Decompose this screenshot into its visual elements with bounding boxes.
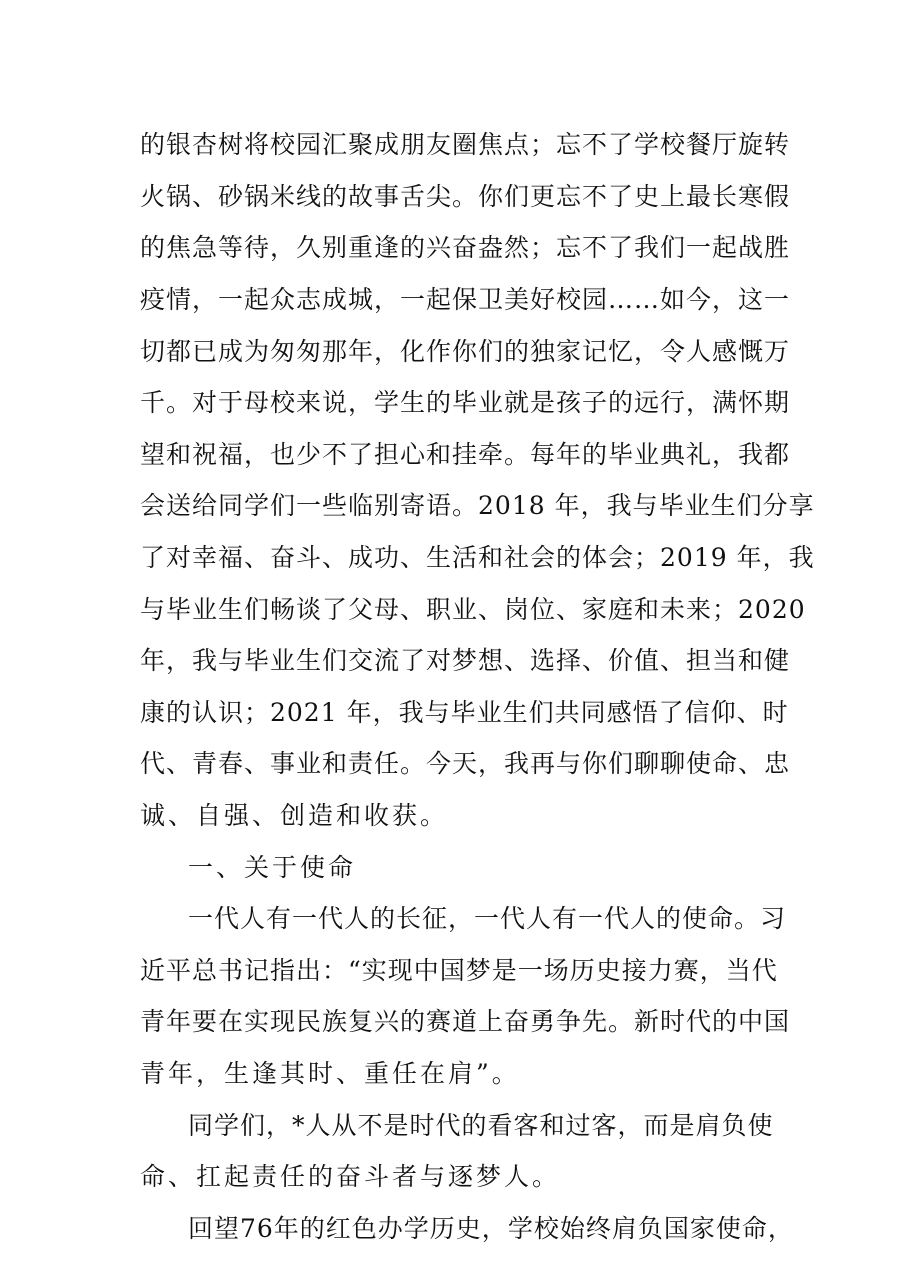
section-heading: 一、关于使命 bbox=[188, 853, 357, 882]
paragraph-line: 代、青春、事业和责任。今天，我再与你们聊聊使命、忠 bbox=[140, 749, 791, 778]
paragraph-line: 了对幸福、奋斗、成功、生活和社会的体会；2019 年，我 bbox=[140, 543, 815, 572]
paragraph-line: 同学们，*人从不是时代的看客和过客，而是肩负使 bbox=[188, 1111, 774, 1140]
paragraph-line: 会送给同学们一些临别寄语。2018 年，我与毕业生们分享 bbox=[140, 491, 815, 520]
paragraph-line: 年，我与毕业生们交流了对梦想、选择、价值、担当和健 bbox=[140, 646, 791, 675]
paragraph-line: 切都已成为匆匆那年，化作你们的独家记忆，令人感慨万 bbox=[140, 337, 791, 366]
paragraph-line: 与毕业生们畅谈了父母、职业、岗位、家庭和未来；2020 bbox=[140, 595, 806, 624]
paragraph-line: 火锅、砂锅米线的故事舌尖。你们更忘不了史上最长寒假 bbox=[140, 182, 791, 211]
paragraph-line: 一代人有一代人的长征，一代人有一代人的使命。习 bbox=[188, 904, 787, 933]
paragraph-line: 命、扛起责任的奋斗者与逐梦人。 bbox=[140, 1162, 561, 1191]
paragraph-line: 回望76年的红色办学历史，学校始终肩负国家使命， bbox=[188, 1214, 794, 1243]
paragraph-line: 近平总书记指出：“实现中国梦是一场历史接力赛，当代 bbox=[140, 956, 778, 985]
paragraph-line: 千。对于母校来说，学生的毕业就是孩子的远行，满怀期 bbox=[140, 388, 791, 417]
paragraph-line: 青年，生逢其时、重任在肩”。 bbox=[140, 1059, 520, 1088]
paragraph-line: 康的认识；2021 年，我与毕业生们共同感悟了信仰、时 bbox=[140, 698, 789, 727]
paragraph-line: 望和祝福，也少不了担心和挂牵。每年的毕业典礼，我都 bbox=[140, 440, 791, 469]
paragraph-line: 疫情，一起众志成城，一起保卫美好校园……如今，这一 bbox=[140, 285, 791, 314]
paragraph-line: 的焦急等待，久别重逢的兴奋盎然；忘不了我们一起战胜 bbox=[140, 233, 791, 262]
paragraph-line: 诚、自强、创造和收获。 bbox=[140, 801, 449, 830]
paragraph-line: 的银杏树将校园汇聚成朋友圈焦点；忘不了学校餐厅旋转 bbox=[140, 130, 791, 159]
paragraph-line: 青年要在实现民族复兴的赛道上奋勇争先。新时代的中国 bbox=[140, 1007, 791, 1036]
